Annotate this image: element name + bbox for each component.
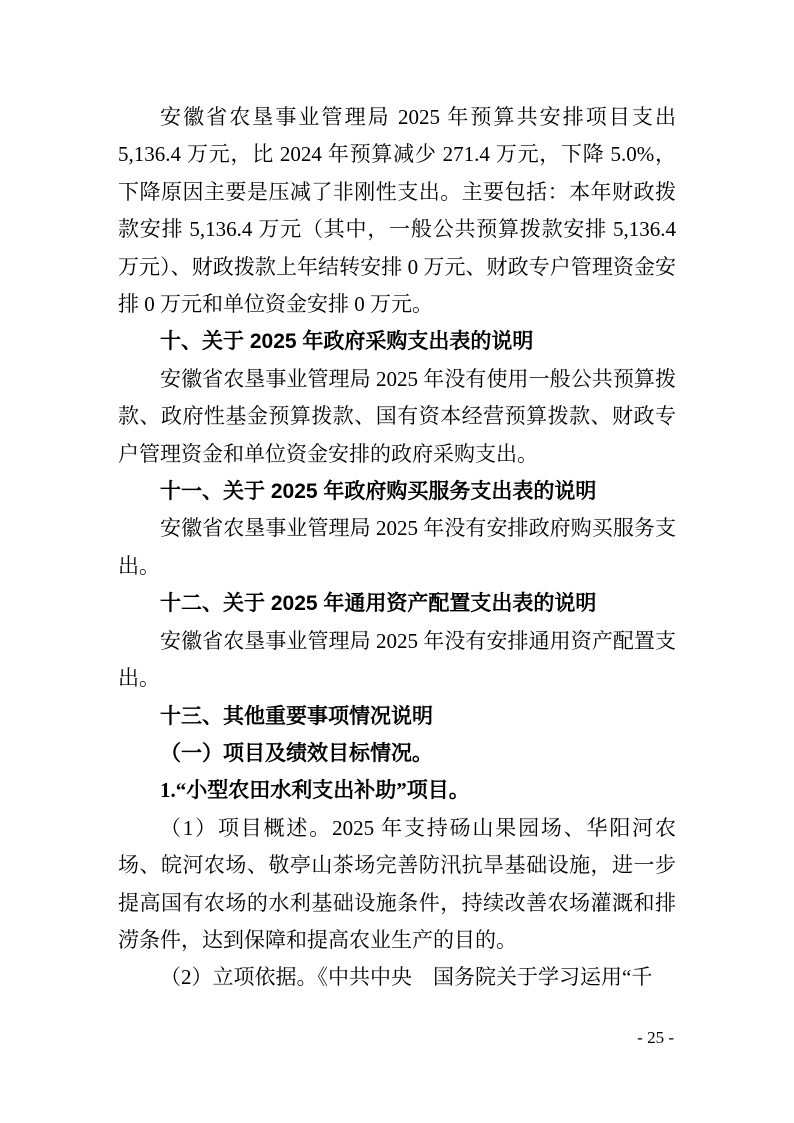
page-number: - 25 - xyxy=(637,1028,674,1047)
section-13-heading: 十三、其他重要事项情况说明 xyxy=(160,704,433,728)
section-12-heading: 十二、关于 2025 年通用资产配置支出表的说明 xyxy=(160,592,597,616)
section-10-paragraph: 安徽省农垦事业管理局 2025 年没有使用一般公共预算拨款、政府性基金预算拨款、国有资本经营预算拨款、财政专户管理资金和单位资金安排的政府采购支出。 xyxy=(118,366,676,466)
section-10-heading: 十、关于 2025 年政府采购支出表的说明 xyxy=(160,330,534,354)
section-11-heading: 十一、关于 2025 年政府购买服务支出表的说明 xyxy=(160,480,597,504)
project-1-heading: 1.“小型农田水利支出补助”项目。 xyxy=(160,778,470,803)
project-overview-paragraph: （1）项目概述。2025 年支持砀山果园场、华阳河农场、皖河农场、敬亭山茶场完善防汛抗旱基础设施，进一步提高国有农场的水利基础设施条件，持续改善农场灌溉和排涝条件，达到保障和提高农业生产的目的。 xyxy=(118,815,676,952)
intro-budget-paragraph: 安徽省农垦事业管理局 2025 年预算共安排项目支出 5,136.4 万元，比 2024 年预算减少 271.4 万元，下降 5.0%，下降原因主要是压减了非刚性支出。主要包括：本年财政拨款安排 5,136.4 万元（其中，一般公共预算拨款安排 5,136.4 万元）、财政拨款上年结转安排 0 万元、财政专户管理资金安排 0 万元和单位资金安排 0 万元。 xyxy=(118,105,676,317)
project-basis-paragraph: （2）立项依据。《中共中央 国务院关于学习运用“千 xyxy=(160,965,653,990)
subsection-1-heading: （一）项目及绩效目标情况。 xyxy=(160,740,433,765)
section-12-paragraph: 安徽省农垦事业管理局 2025 年没有安排通用资产配置支出。 xyxy=(118,628,676,691)
document-body xyxy=(118,99,676,997)
section-11-paragraph: 安徽省农垦事业管理局 2025 年没有安排政府购买服务支出。 xyxy=(118,516,676,578)
